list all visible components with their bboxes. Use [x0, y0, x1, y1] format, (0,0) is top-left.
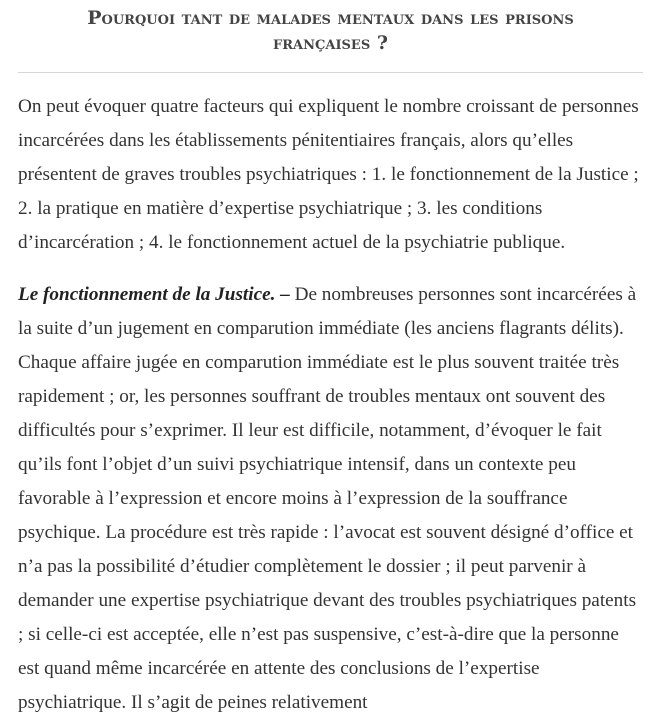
article-paragraph	[18, 90, 643, 260]
paragraph-lead-heading: Le fonctionnement de la Justice. –	[18, 284, 290, 305]
paragraph-text: De nombreuses personnes sont incarcérées à la suite d’un jugement en comparution immédiate (les anciens flagrants délits). Chaque affaire jugée en comparution immédiate est le plus souvent traitée très rapidement ; or, les personnes souffrant de troubles mentaux ont souvent des difficultés pour s’exprimer. Il leur est difficile, notamment, d’évoquer le fait qu’ils font l’objet d’un suivi psychiatrique intensif, dans un contexte peu favorable à l’expression et encore moins à l’expression de la souffrance psychique. La procédure est très rapide : l’avocat est souvent désigné d’office et n’a pas la possibilité d’étudier complètement le dossier ; il peut parvenir à demander une expertise psychiatrique devant des troubles psychiatriques patents ; si celle-ci est acceptée, elle n’est pas suspensive, c’est-à-dire que la personne est quand même incarcérée en attente des conclusions de l’expertise psychiatrique. Il s’agit de peines relativement	[18, 284, 637, 713]
title-divider	[18, 72, 643, 73]
article-paragraph	[18, 278, 643, 720]
article-title: Pourquoi tant de malades mentaux dans les prisons françaises ?	[87, 7, 574, 54]
paragraph-text: On peut évoquer quatre facteurs qui expliquent le nombre croissant de personnes incarcérées dans les établissements pénitentiaires français, alors qu’elles présentent de graves troubles psychiatriques : 1. le fonctionnement de la Justice ; 2. la pratique en matière d’expertise psychiatrique ; 3. les conditions d’incarcération ; 4. le fonctionnement actuel de la psychiatrie publique.	[18, 96, 639, 253]
